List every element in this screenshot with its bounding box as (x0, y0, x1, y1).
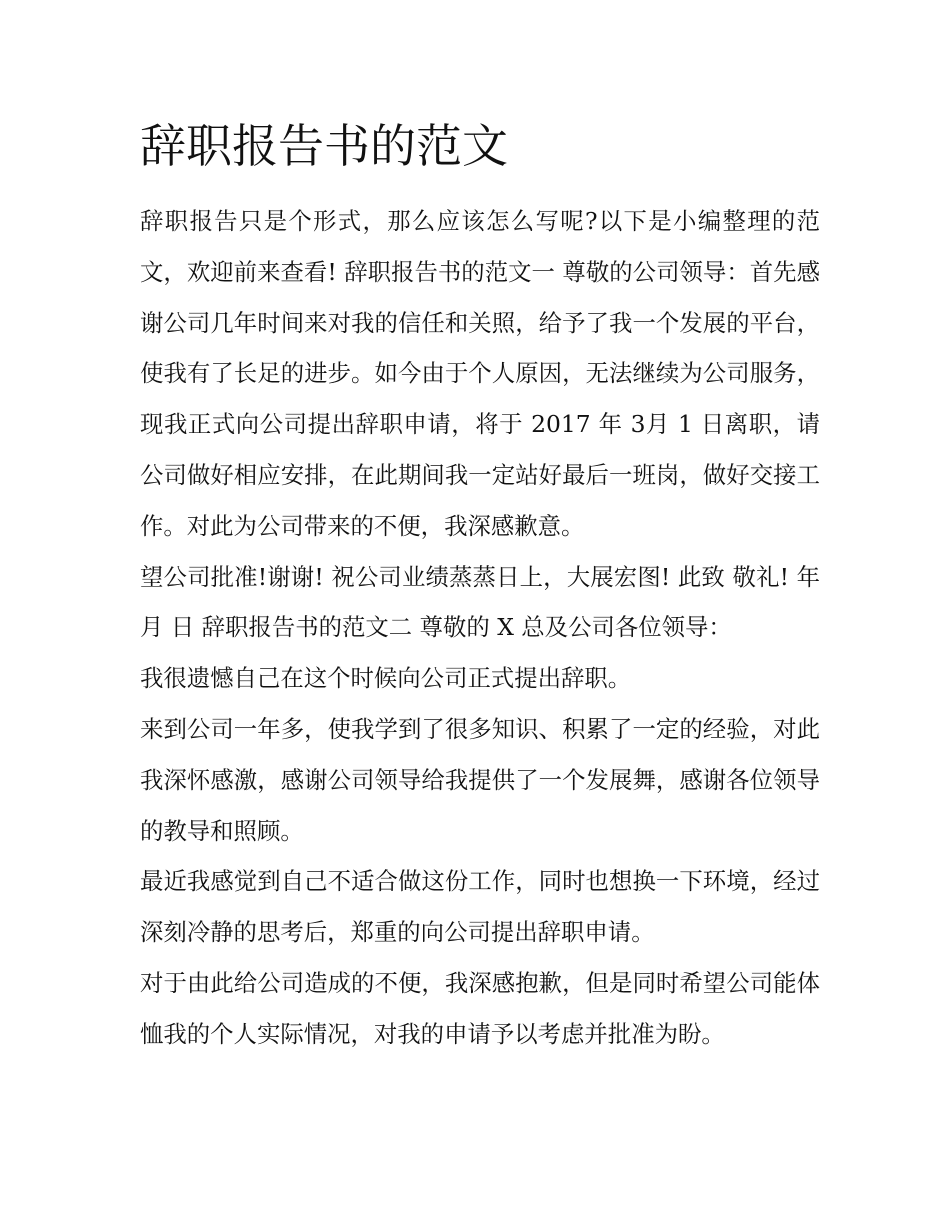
paragraph-intro: 辞职报告只是个形式，那么应该怎么写呢?以下是小编整理的范文，欢迎前来查看! 辞职报告书的范文一 尊敬的公司领导：首先感谢公司几年时间来对我的信任和关照，给予了我一个发展的平台，使我有了长足的进步。如今由于个人原因，无法继续为公司服务，现我正式向公司提出辞职申请，将于 2017 年 3月 1 日离职，请公司做好相应安排，在此期间我一定站好最后一班岗，做好交接工作。对此为公司带来的不便，我深感歉意。 (140, 207, 820, 540)
paragraph-regret: 我很遗憾自己在这个时候向公司正式提出辞职。 (140, 664, 632, 693)
paragraph-apology: 对于由此给公司造成的不便，我深感抱歉，但是同时希望公司能体恤我的个人实际情况，对我的申请予以考虑并批准为盼。 (140, 968, 820, 1048)
document-body (140, 196, 820, 1060)
paragraph-reason: 最近我感觉到自己不适合做这份工作，同时也想换一下环境，经过深刻冷静的思考后，郑重的向公司提出辞职申请。 (140, 867, 820, 947)
document-title: 辞职报告书的范文 (140, 119, 508, 173)
paragraph-gratitude: 来到公司一年多，使我学到了很多知识、积累了一定的经验，对此我深怀感激，感谢公司领导给我提供了一个发展舞，感谢各位领导的教导和照顾。 (140, 714, 820, 845)
paragraph-closing-first-letter: 望公司批准!谢谢! 祝公司业绩蒸蒸日上，大展宏图! 此致 敬礼! 年 月 日 辞职报告书的范文二 尊敬的 X 总及公司各位领导： (140, 562, 820, 642)
